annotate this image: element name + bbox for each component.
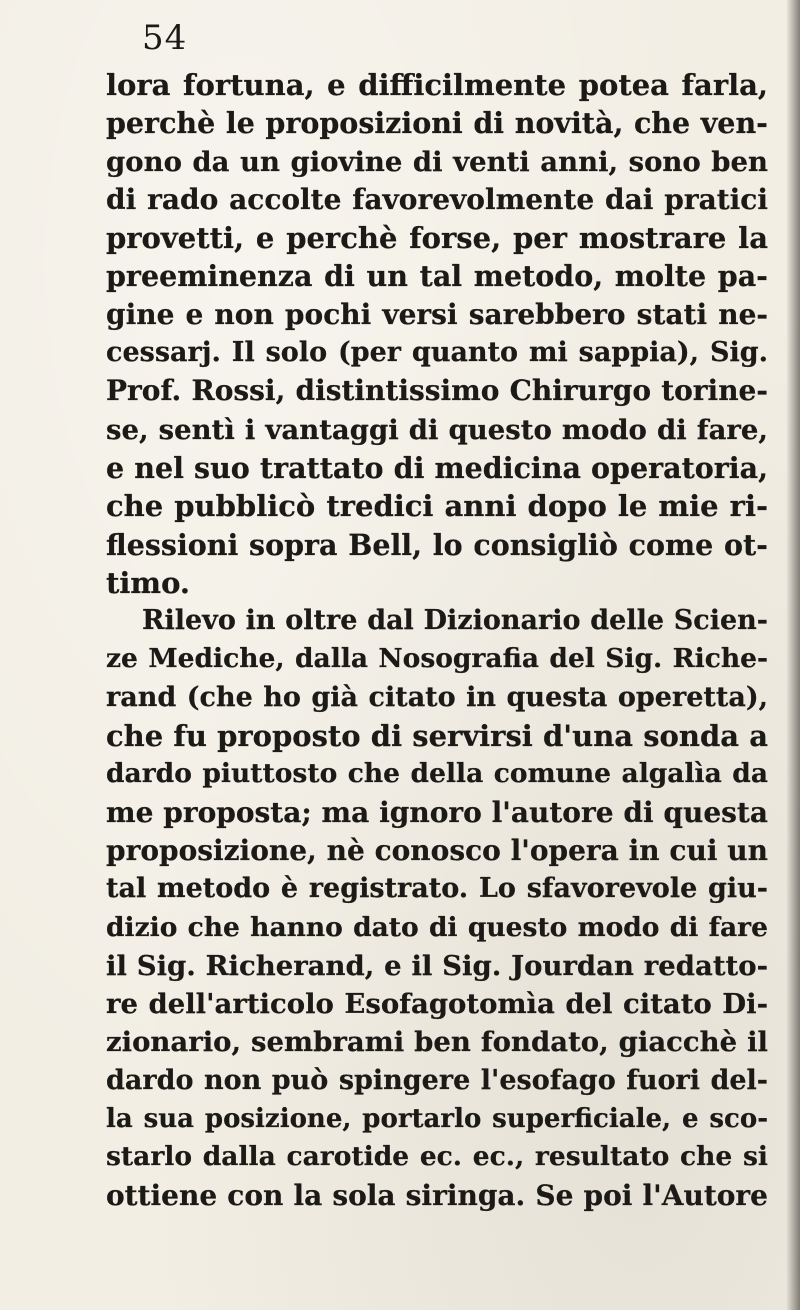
text-line: me proposta; ma ignoro l'autore di questa bbox=[106, 795, 768, 829]
text-line: la sua posizione, portarlo superficiale, e sco- bbox=[106, 1104, 768, 1135]
text-line: timo. bbox=[106, 565, 191, 600]
text-line: di rado accolte favorevolmente dai pratici bbox=[106, 182, 768, 216]
text-line: re dell'articolo Esofagotomìa del citato Di- bbox=[106, 988, 768, 1021]
text-line: perchè le proposizioni di novità, che ven- bbox=[106, 106, 768, 141]
text-line: provetti, e perchè forse, per mostrare la bbox=[106, 221, 768, 256]
text-line: dardo non può spingere l'esofago fuori del- bbox=[106, 1064, 768, 1096]
text-line: starlo dalla carotide ec. ec., resultato che si bbox=[106, 1141, 768, 1173]
text-line: gine e non pochi versi sarebbero stati ne- bbox=[106, 297, 768, 331]
text-line: zionario, sembrami ben fondato, giacchè il bbox=[106, 1026, 768, 1059]
text-line: dizio che hanno dato di questo modo di fare bbox=[106, 911, 768, 943]
text-line: ze Mediche, dalla Nosografia del Sig. Riche- bbox=[106, 643, 768, 675]
text-line: e nel suo trattato di medicina operatoria, bbox=[106, 450, 768, 485]
text-line: flessioni sopra Bell, lo consigliò come ot- bbox=[106, 527, 768, 562]
text-line: rand (che ho già citato in questa operetta), bbox=[106, 681, 768, 713]
text-line: dardo piuttosto che della comune algalìa da bbox=[106, 758, 768, 790]
text-line: gono da un giovine di venti anni, sono ben bbox=[106, 145, 768, 178]
text-line: Prof. Rossi, distintissimo Chirurgo torine- bbox=[106, 374, 768, 408]
text-line: lora fortuna, e difficilmente potea farla, bbox=[106, 68, 768, 102]
body-text bbox=[106, 66, 768, 1215]
text-line: se, sentì i vantaggi di questo modo di fare, bbox=[106, 413, 768, 446]
page-number: 54 bbox=[142, 18, 188, 58]
text-line: che pubblicò tredici anni dopo le mie ri- bbox=[106, 489, 768, 524]
text-line: tal metodo è registrato. Lo sfavorevole giu- bbox=[106, 873, 768, 905]
text-line: ottiene con la sola siringa. Se poi l'Autore bbox=[106, 1178, 768, 1212]
page-edge-shadow bbox=[786, 0, 800, 1310]
text-line: preeminenza di un tal metodo, molte pa- bbox=[106, 259, 768, 294]
text-line: cessarj. Il solo (per quanto mi sappia), Sig. bbox=[106, 337, 768, 369]
paragraph-first-line: Rilevo in oltre dal Dizionario delle Scien- bbox=[142, 605, 768, 637]
text-line: che fu proposto di servirsi d'una sonda a bbox=[106, 719, 768, 754]
text-line: proposizione, nè conosco l'opera in cui un bbox=[106, 833, 768, 867]
text-line: il Sig. Richerand, e il Sig. Jourdan redatto- bbox=[106, 949, 768, 982]
